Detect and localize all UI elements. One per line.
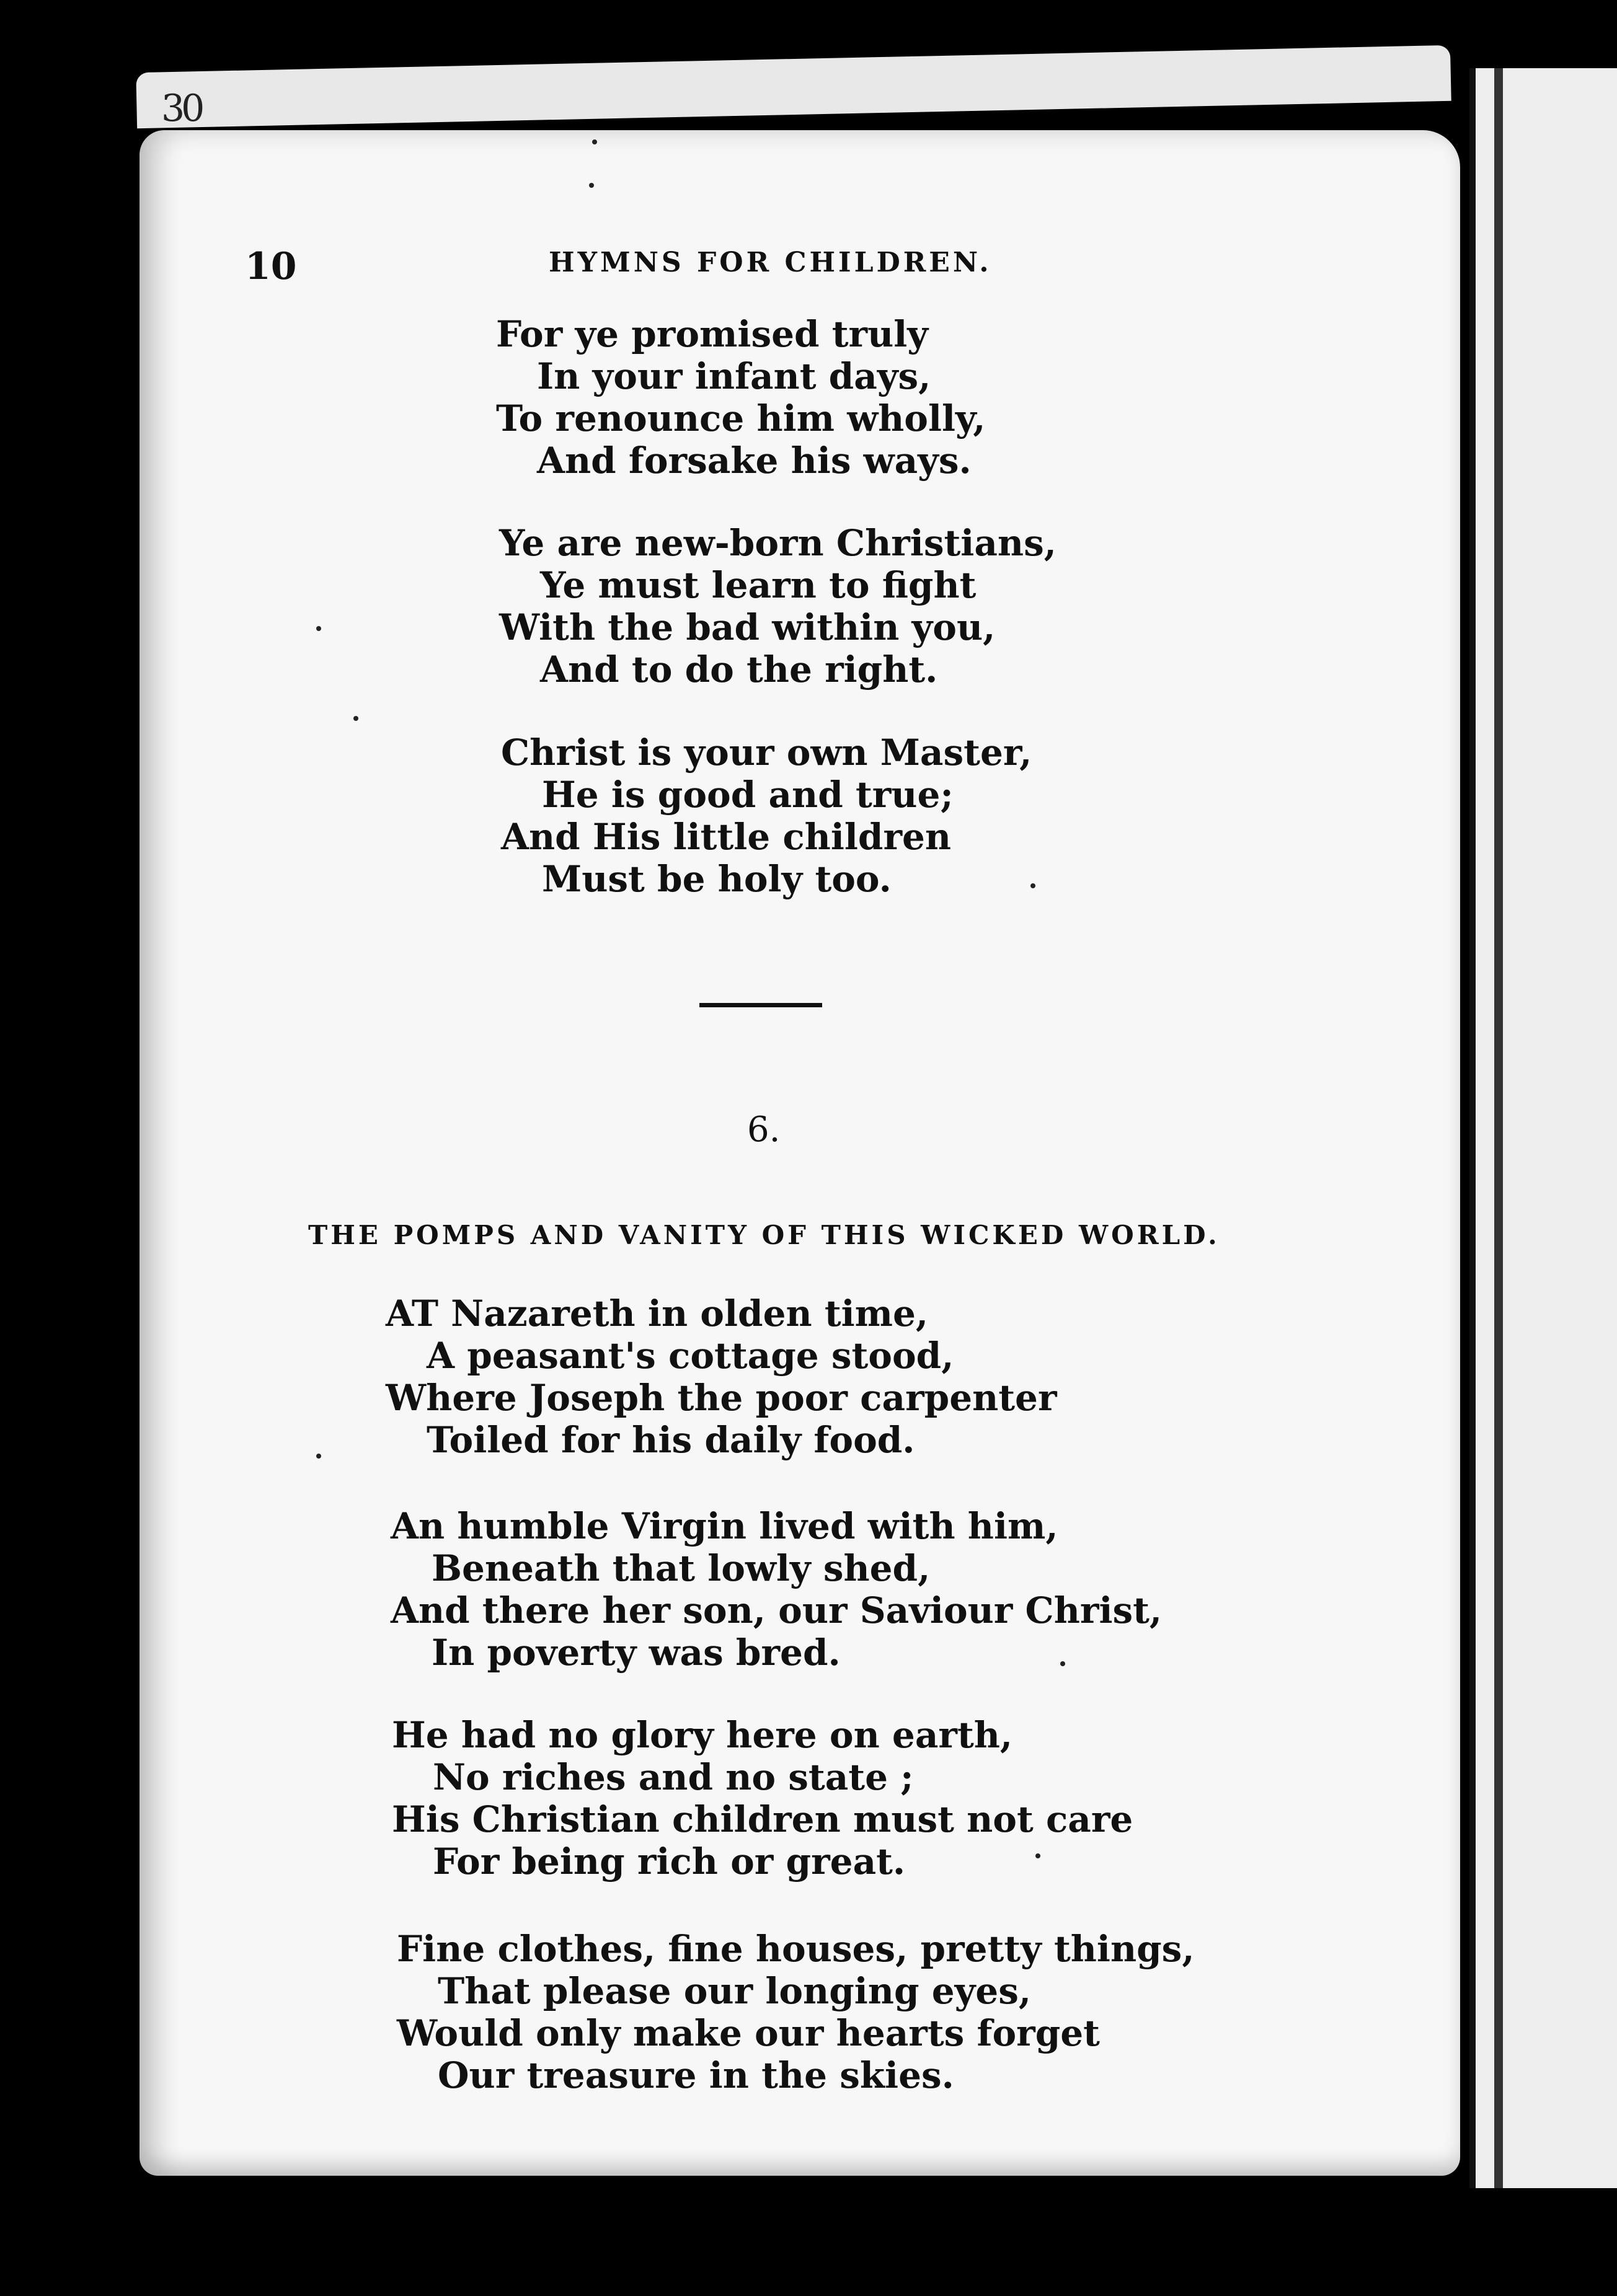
adjacent-page-edge xyxy=(1469,68,1617,2188)
verse-line: For being rich or great. xyxy=(433,1840,906,1883)
scan-speck xyxy=(1030,883,1035,888)
hymn6-stanza-3 xyxy=(392,1714,1133,1883)
verse-line: He is good and true; xyxy=(542,774,954,816)
verse-line: An humble Virgin lived with him, xyxy=(391,1505,1058,1547)
hymn5-stanza-3 xyxy=(501,731,1032,900)
verse-line: That please our longing eyes, xyxy=(438,1970,1032,2012)
verse-line: With the bad within you, xyxy=(499,606,996,648)
verse-line: Fine clothes, fine houses, pretty things, xyxy=(397,1928,1195,1970)
binding-strip xyxy=(1494,68,1503,2188)
verse-line: Where Joseph the poor carpenter xyxy=(386,1377,1057,1419)
scan-speck xyxy=(1060,1661,1065,1666)
verse-line: AT Nazareth in olden time, xyxy=(386,1292,929,1335)
verse-line: Must be holy too. xyxy=(542,858,892,900)
verse-line: Would only make our hearts forget xyxy=(397,2012,1100,2054)
hymn5-stanza-2 xyxy=(499,522,1057,691)
hymn6-stanza-1 xyxy=(386,1292,1057,1461)
verse-line: And forsake his ways. xyxy=(537,439,972,482)
verse-line: A peasant's cottage stood, xyxy=(427,1335,954,1377)
scan-speck xyxy=(592,139,597,144)
verse-line: Ye are new-born Christians, xyxy=(499,522,1057,564)
verse-line: His Christian children must not care xyxy=(392,1798,1133,1840)
verse-line: He had no glory here on earth, xyxy=(392,1714,1013,1756)
scan-speck xyxy=(353,716,358,721)
verse-line: And there her son, our Saviour Christ, xyxy=(391,1589,1163,1631)
verse-line: To renounce him wholly, xyxy=(496,397,986,439)
verse-line: In poverty was bred. xyxy=(432,1631,841,1674)
verse-line: And to do the right. xyxy=(540,648,938,691)
top-edge-mark: 30 xyxy=(161,87,202,130)
verse-line: Beneath that lowly shed, xyxy=(432,1547,931,1589)
verse-line: In your infant days, xyxy=(537,355,931,397)
scan-speck xyxy=(1035,1853,1040,1858)
hymn6-stanza-4 xyxy=(397,1928,1195,2096)
running-head: HYMNS FOR CHILDREN. xyxy=(549,247,992,278)
scan-speck xyxy=(316,1454,321,1459)
scan-speck xyxy=(316,626,321,631)
verse-line: Toiled for his daily food. xyxy=(427,1419,915,1461)
page-number: 10 xyxy=(245,245,297,288)
hymn-number: 6. xyxy=(747,1110,781,1150)
verse-line: Our treasure in the skies. xyxy=(438,2054,954,2096)
section-rule xyxy=(699,1003,822,1007)
verse-line: Ye must learn to fight xyxy=(540,564,977,606)
hymn6-stanza-2 xyxy=(391,1505,1162,1674)
verse-line: For ye promised truly xyxy=(496,313,928,355)
verse-line: No riches and no state ; xyxy=(433,1756,914,1798)
hymn-title: THE POMPS AND VANITY OF THIS WICKED WORLD. xyxy=(308,1220,1220,1250)
verse-line: And His little children xyxy=(501,816,952,858)
verse-line: Christ is your own Master, xyxy=(501,731,1032,774)
hymn5-stanza-1 xyxy=(496,313,985,482)
scan-speck xyxy=(589,183,594,188)
page-top-edge xyxy=(136,45,1451,128)
